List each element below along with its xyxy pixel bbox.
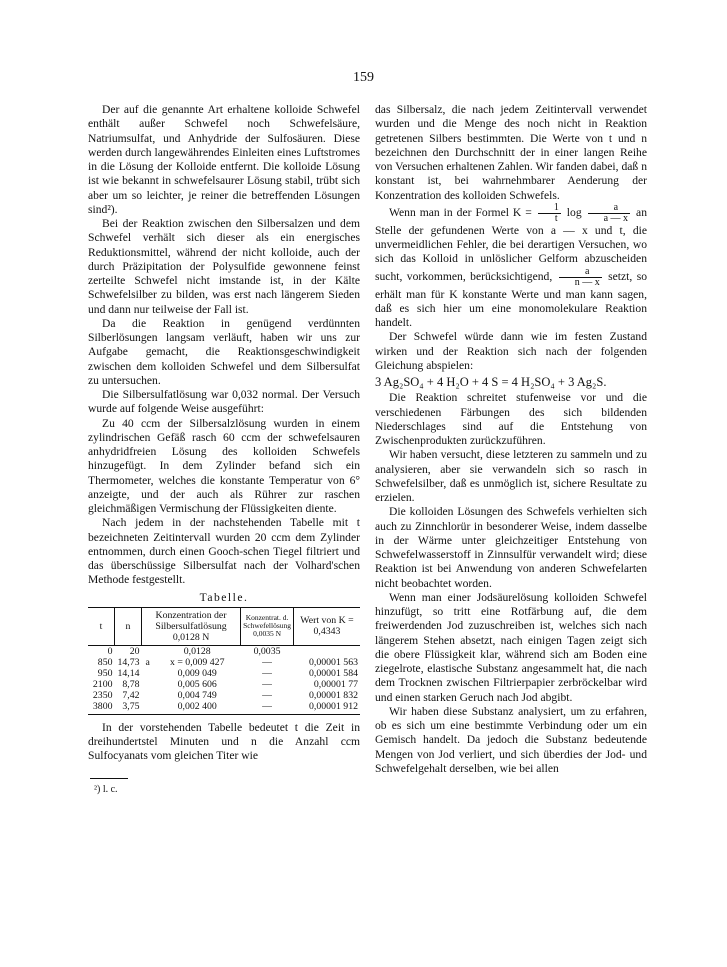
footnote-separator: [90, 778, 128, 779]
right-paragraph-4: Die Reaktion schreitet stufenweise vor und die verschiedenen Färbungen des sich bildenden Niederschlages sind auf die Entstehung von Zwischenprodukten zurückzuführen.: [375, 391, 647, 447]
results-table: [88, 607, 360, 715]
fraction-3-numerator: a: [559, 267, 602, 278]
right-paragraph-3: Der Schwefel würde dann wie im festen Zustand wirken und der Reaktion sich nach der folgenden Gleichung abspielen:: [375, 330, 647, 372]
table-row: [88, 679, 360, 690]
table-row: [88, 645, 360, 657]
left-paragraph-6: Nach jedem in der nachstehenden Tabelle mit t bezeichneten Zeitintervall wurden 20 ccm dem Zylinder entnommen, durch einen Gooch-schen Tiegel filtriert und das überschüssige Silbersulfat nach der Volhard'schen Methode festgestellt.: [88, 516, 360, 587]
formula-log: log: [566, 205, 582, 219]
left-column: [88, 103, 360, 797]
formula-intro: Wenn man in der Formel K =: [389, 205, 532, 219]
cell-silver-conc: 0,002 400: [154, 701, 241, 715]
right-paragraph-1: das Silbersalz, die nach jedem Zeitintervall verwendet wurden und die Menge des noch nicht in Reaktion getretenen Silbers bestimmten. Die Werte von t und n bezeichnen den Durchschnitt der in einer langen Reihe von Versuchen erhaltenen Zahlen. Wir fanden dabei, daß n konstant ist, bei wahrnehmbarer Aenderung der Konzentration des kolloiden Schwefels.: [375, 103, 647, 202]
fraction-a-over-n-minus-x: [559, 267, 602, 288]
cell-silver-conc: 0,009 049: [177, 667, 217, 679]
cell-n: 3,75: [115, 701, 142, 715]
cell-n: 14,73: [117, 656, 140, 668]
fraction-1-denominator: t: [554, 212, 558, 224]
cell-sulfur-conc: 0,0035: [253, 645, 281, 657]
table-header-sulfur: Konzentrat. d. Schwefellösung 0,0035 N: [241, 607, 294, 645]
cell-n: 7,42: [122, 689, 140, 701]
right-paragraph-5: Wir haben versucht, diese letzteren zu sammeln und zu analysieren, aber sie verwandeln sich so rasch in Schwefelsilber, daß es unmöglich ist, sichere Resultate zu erzielen.: [375, 448, 647, 504]
table-header-k: Wert von K = 0,4343: [294, 607, 361, 645]
right-paragraph-7: Wenn man einer Jodsäurelösung kolloiden Schwefel hinzufügt, so tritt eine Rotfärbung auf, die dem freiwerdenden Jod zuzuschreiben ist, welches sich nach längerem Stehen absetzt, nach einigen Tagen zeigt sich die obere Flüssigkeit klar, während sich am Boden eine ziegelrote, elastische Substanz angesammelt hat, die nach dem Trocknen zwischen Filtrierpapier zerbröckelbar wird und einen starken Geruch nach Jod abgibt.: [375, 590, 647, 704]
cell-n: 20: [129, 645, 140, 657]
right-column: [375, 103, 647, 776]
cell-sulfur-conc: —: [262, 667, 272, 679]
table-row: [88, 701, 360, 715]
cell-k: [294, 645, 361, 657]
cell-t: 2100: [92, 678, 113, 690]
left-paragraph-1: Der auf die genannte Art erhaltene kolloide Schwefel enthält außer Schwefel noch Schwefelsäure, Natriumsulfat, und Anhydride der Sulfosäuren. Diese werden durch langewährendes Einleiten eines Luftstromes in die Lösung der Kolloide entfernt. Die kolloide Lösung ist wie bekannt in schwefelsaurer Lösung stabil, trübt sich aber um so leichter, je reiner die betreffenden Lösungen sind²).: [88, 103, 360, 216]
cell-marker: [142, 701, 154, 715]
left-paragraph-5: Zu 40 ccm der Silbersalzlösung wurden in einem zylindrischen Gefäß rasch 60 ccm der schwefelsauren anhydridfreien Lösung des kolloiden Schwefels hinzugefügt. In dem Zylinder befand sich ein Thermometer, welches die konstante Temperatur von 6° anzeigte, und der auch als Rührer zur raschen gleichmäßigen Vermischung der Flüssigkeiten diente.: [88, 416, 360, 515]
formula-conclusion: setzt, so erhält man für K konstante Werte und man kann sagen, daß es sich hier um eine monomolekulare Reaktion handelt.: [375, 269, 648, 329]
fraction-2-numerator: a: [588, 203, 630, 214]
table-caption: Tabelle.: [199, 590, 249, 604]
table-row: [88, 690, 360, 701]
cell-k: 0,00001 584: [309, 667, 358, 679]
fraction-3-denominator: n — x: [574, 276, 600, 288]
table-header-silver: Konzentration der Silbersulfatlösung 0,0128 N: [142, 607, 241, 645]
cell-silver-conc: 0,005 606: [177, 678, 217, 690]
cell-marker: [142, 645, 154, 657]
left-paragraph-2: Bei der Reaktion zwischen den Silbersalzen und dem Schwefel verhält sich dieser als ein energisches Reduktionsmittel, während der nicht kolloide, auch der durch Präzipitation der Polysulfide gewonnene feinst zerteilte Schwefel nicht imstande ist, in der Kälte Schwefelsilber zu bilden, was erst nach längerem Sieden und dann nur teilweise der Fall ist.: [88, 217, 360, 316]
footnote: ²) l. c.: [94, 783, 118, 795]
cell-silver-conc: 0,0128: [183, 645, 211, 657]
chemical-equation: 3 Ag₂SO₄ + 4 H₂O + 4 S = 4 H₂SO₄ + 3 Ag₂S.: [375, 375, 607, 389]
cell-marker: [142, 668, 154, 679]
cell-sulfur-conc: —: [262, 678, 272, 690]
cell-k: 0,00001 912: [294, 701, 361, 715]
cell-t: 3800: [88, 701, 115, 715]
cell-t: 850: [97, 656, 113, 668]
cell-marker: a: [145, 656, 150, 668]
fraction-2-denominator: a — x: [603, 212, 629, 224]
cell-n: 8,78: [122, 678, 140, 690]
cell-k: 0,00001 832: [309, 689, 358, 701]
cell-marker: [142, 690, 154, 701]
cell-sulfur-conc: —: [241, 701, 294, 715]
cell-sulfur-conc: —: [262, 689, 272, 701]
table-header-t: t: [88, 607, 115, 645]
left-paragraph-7: In der vorstehenden Tabelle bedeutet t die Zeit in dreihundertstel Minuten und n die Anzahl ccm Sulfocyanats vom gleichen Titer wie: [88, 720, 360, 763]
left-paragraph-4: Die Silbersulfatlösung war 0,032 normal. Der Versuch wurde auf folgende Weise ausgeführt:: [88, 388, 360, 416]
fraction-1-over-t: [538, 203, 561, 224]
table-header-n: n: [115, 607, 142, 645]
table-row: [88, 657, 360, 668]
right-paragraph-2: [375, 203, 647, 331]
page-number: 159: [353, 70, 374, 85]
formula-text-continued: an Stelle der gefundenen Werte von a — x und t, die unvermeidlichen Fehler, die bei derartigen Versuchen, wo sich das Kolloid in unlöslicher Gelform abzuscheiden sucht, vorkommen, berücksichtigend,: [375, 205, 647, 283]
cell-sulfur-conc: —: [262, 656, 272, 668]
fraction-1-numerator: 1: [538, 203, 561, 214]
right-paragraph-8: Wir haben diese Substanz analysiert, um zu erfahren, ob es sich um eine bestimmte Verbindung oder um ein Gemisch handelt. Da jedoch die Substanz bedeutende Mengen von Jod verliert, und sich überdies der Jod- und Schwefelgehalt derselben, wie bei allen: [375, 704, 647, 775]
right-paragraph-6: Die kolloiden Lösungen des Schwefels verhielten sich auch zu Zinnchlorür in besonderer Weise, indem dasselbe in der Wärme unter gleichzeitiger Entstehung von Schwefelwasserstoff in Zinnsulfür verwandelt wird; diese Reaktion ist bei Anwendung von anderen Schwefelarten nicht beobachtet worden.: [375, 505, 647, 590]
cell-k: 0,00001 563: [309, 656, 358, 668]
cell-t: 2350: [92, 689, 113, 701]
cell-n: 14,14: [117, 667, 140, 679]
left-paragraph-3: Da die Reaktion in genügend verdünnten Silberlösungen langsam verläuft, haben wir uns zur Aufgabe gemacht, die Reaktionsgeschwindigkeit zwischen dem kolloiden Schwefel und dem Silbersulfat zu untersuchen.: [88, 316, 360, 387]
cell-silver-conc: 0,004 749: [177, 689, 217, 701]
cell-t: 0: [107, 645, 113, 657]
table-row: [88, 668, 360, 679]
cell-silver-conc: x = 0,009 427: [169, 656, 225, 668]
cell-t: 950: [97, 667, 113, 679]
cell-marker: [142, 679, 154, 690]
fraction-a-over-a-minus-x: [588, 203, 630, 224]
cell-k: 0,00001 77: [313, 678, 358, 690]
